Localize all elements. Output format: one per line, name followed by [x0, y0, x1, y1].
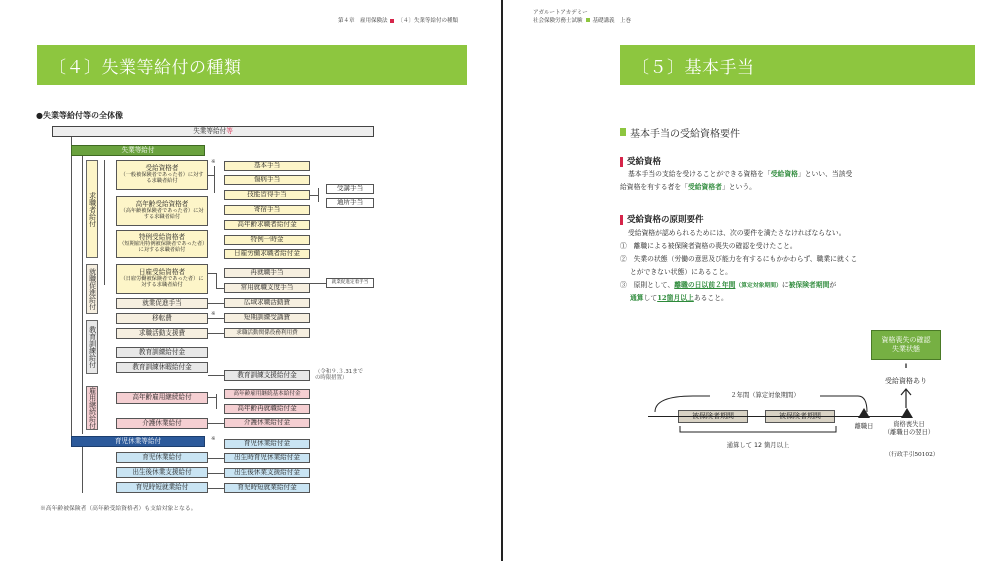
connector-line — [310, 283, 326, 284]
connector-line — [104, 160, 105, 285]
separator-square-icon — [390, 19, 394, 23]
sokushin-teichaku-box — [326, 278, 374, 288]
shobyo-label: 傷病手当 — [253, 175, 281, 184]
kyoiku-kyufu-box — [116, 347, 208, 358]
footnote: ※高年齢被保険者（高年齢受給資格者）も支給対象となる。 — [40, 506, 197, 512]
group-kyoiku-label: 教育訓練給付 — [88, 326, 97, 368]
koureisha-box — [116, 196, 208, 226]
right-page — [503, 0, 1000, 561]
koureisha-title: 高年齢受給資格者 — [135, 200, 189, 209]
ippan-box — [116, 160, 208, 190]
koureisha-kyushoku-label: 高年齢求職者給付金 — [237, 220, 297, 229]
kihon-box — [224, 161, 310, 171]
hiyatoi-title: 日雇受給資格者 — [138, 268, 186, 277]
ikuji-kyugyo-label: 育児休業給付 — [142, 452, 182, 461]
kourei-keizoku-label: 高年齢雇用継続給付 — [132, 393, 192, 402]
kyoiku-kyugyo-label: 教育訓練休暇給付金 — [132, 362, 192, 371]
shikaku-ari-label: 受給資格あり — [885, 377, 927, 385]
sokushin-teichaku-label: 就業促進定着手当 — [331, 280, 369, 286]
para2: 受給資格が認められるためには、次の要件を満たさなければならない。 — [628, 229, 846, 237]
connector-line — [208, 375, 224, 376]
koureisha-sub: （高年齢被保険者であった者）に対する求職者給付 — [120, 207, 204, 220]
hiyatoi-sub: （日雇労働被保険者であった者）に対する求職者給付 — [120, 275, 204, 288]
connector-line — [208, 488, 224, 489]
connector-line — [208, 318, 224, 319]
hiyatoi-box — [116, 264, 208, 294]
connector-line — [216, 288, 224, 289]
koureisha-kyushoku-box — [224, 220, 310, 230]
kouiki-label: 広域求職活動費 — [243, 298, 291, 307]
running-head-line2b: 基礎講義 上巻 — [592, 17, 632, 24]
para1-b: 受給資格 — [770, 170, 798, 178]
tsusan-brace — [678, 424, 838, 436]
banner-title: 〔５〕基本手当 — [632, 58, 755, 78]
item3-h: して — [643, 293, 658, 302]
soushitsu-label: 資格喪失日 （離職日の翌日） — [883, 421, 935, 437]
banner-title: 〔４〕失業等給付の種類 — [49, 58, 242, 78]
kyoiku-note: （令和９.３.31まで の時限措置） — [315, 369, 364, 382]
shitsugyo-box — [71, 145, 205, 156]
kyoiku-shien-box — [224, 370, 310, 381]
group-shushoku-label: 就職促進給付 — [88, 268, 97, 310]
ippan-title: 受給資格者 — [145, 164, 179, 173]
tsusho-label: 通所手当 — [336, 198, 364, 207]
tanki-label: 短期訓練受講費 — [243, 313, 291, 322]
kyoiku-kyufu-label: 教育訓練給付金 — [138, 347, 186, 356]
saishushoku-box — [224, 268, 310, 278]
item2-a: ② 失業の状態（労働の意思及び能力を有するにもかかわらず、職業に就くこ — [620, 254, 858, 263]
rishoku-marker-icon — [858, 408, 870, 418]
item2-b: とができない状態）にあること。 — [630, 267, 732, 276]
ippan-sub: （一般被保険者であった者）に対する求職者給付 — [120, 171, 204, 184]
kourei-saishu-label: 高年齢再就職給付金 — [237, 404, 297, 413]
separator-square-icon — [586, 18, 590, 22]
subhead-text: 基本手当の受給資格要件 — [630, 129, 740, 140]
connector-line — [208, 458, 224, 459]
running-head-section: 〔４〕失業等給付の種類 — [397, 18, 458, 24]
para1-c: 」といい、当該受 — [797, 170, 853, 178]
iten-label: 移転費 — [152, 313, 172, 322]
item3-j: あること。 — [693, 293, 728, 302]
kyushoku-katsudo-label: 求職活動支援費 — [138, 328, 186, 337]
subhead-marker — [620, 128, 626, 136]
connector-line — [216, 394, 217, 409]
kourei-keizoku-box — [116, 392, 208, 404]
connector-line — [208, 333, 224, 334]
item3-a: ③ 原則として、 — [620, 280, 675, 289]
kaigo-box — [116, 418, 208, 429]
section-banner — [37, 45, 467, 85]
connector-line — [318, 188, 319, 202]
ikuji-title-label: 育児休業等給付 — [114, 436, 162, 445]
kourei-kihon-box — [224, 389, 310, 399]
tanki-box — [224, 313, 310, 323]
subhead — [620, 125, 970, 138]
group-kyoiku — [86, 320, 98, 374]
connector-line — [208, 273, 216, 274]
kyoiku-shien-label: 教育訓練支援給付金 — [237, 370, 297, 379]
ikuji-jitan-kin-label: 育児時短就業給付金 — [237, 483, 297, 492]
kakunin-box: 資格喪失の確認 失業状態 — [871, 330, 941, 360]
kishuku-label: 寄宿手当 — [253, 205, 281, 214]
tokurei-box — [116, 230, 208, 258]
group-kyushokusha-label: 求職者給付 — [88, 191, 97, 227]
connector-line — [310, 195, 318, 196]
connector-line — [208, 303, 224, 304]
kihon-label: 基本手当 — [253, 161, 281, 170]
heading-gensoku-text: 受給資格の原則要件 — [627, 215, 704, 225]
para1-e: 受給資格者 — [687, 182, 722, 191]
connector-line — [82, 447, 83, 493]
connector-line — [214, 166, 215, 193]
running-head-chapter: 第４章 雇用保険法 — [337, 18, 388, 24]
soushitsu-marker-icon — [901, 408, 913, 418]
kaigo-kin-box — [224, 418, 310, 428]
shugyo-sokushin-label: 就業促進手当 — [142, 298, 182, 307]
kyoiku-kyugyo-box — [116, 362, 208, 373]
kaigo-kin-label: 介護休業給付金 — [243, 418, 291, 427]
group-kyushokusha — [86, 160, 98, 258]
heading-shikaku — [620, 155, 661, 167]
tokurei-title: 特例受給資格者 — [138, 233, 186, 242]
item3-d: に — [781, 280, 789, 289]
ikuji-jitan-box — [116, 482, 208, 493]
running-head-line1: アガルートアカデミー — [533, 10, 588, 16]
ikuji-kyugyo-box — [116, 452, 208, 463]
connector-line — [208, 473, 224, 474]
item3-c: （算定対象期間） — [735, 282, 782, 289]
jukou-label: 受講手当 — [336, 184, 364, 193]
joyo-box — [224, 283, 310, 293]
hiyatoi-kyushoku-box — [224, 249, 310, 259]
shusseiji-label: 出生時育児休業給付金 — [234, 453, 300, 462]
tokurei-sub: （短期雇用特例被保険者であった者）に対する求職者給付 — [119, 240, 205, 253]
kouiki-box — [224, 298, 310, 308]
jukou-box — [326, 184, 374, 194]
root-box — [52, 126, 374, 137]
group-koyo — [86, 386, 98, 430]
joyo-label: 常用就職支度手当 — [240, 283, 294, 292]
hiyatoi-kyushoku-label: 日雇労働求職者給付金 — [234, 249, 300, 258]
kishuku-box — [224, 205, 310, 215]
tokurei-ichiji-label: 特例一時金 — [250, 235, 284, 244]
kankei-box — [224, 328, 310, 338]
running-head-left — [338, 16, 458, 24]
kankei-label: 求職活動関係役務利用費 — [236, 329, 298, 336]
item3-g: 通算 — [630, 293, 644, 302]
root-suffix: 等 — [226, 126, 233, 135]
paragraph-gensoku — [620, 227, 985, 305]
rishoku-label: 離職日 — [854, 423, 874, 430]
para1-a: 基本手当の支給を受けることができる資格を「 — [628, 170, 771, 178]
tsusho-box — [326, 198, 374, 208]
paragraph-shikaku — [620, 168, 980, 194]
ikuji-kin-label: 育児休業給付金 — [243, 439, 291, 448]
section-heading-text: ●失業等給付等の全体像 — [36, 111, 123, 120]
item3-f: が — [829, 280, 837, 289]
gino-label: 技能習得手当 — [247, 190, 287, 199]
shussei-go-box — [116, 467, 208, 478]
shugyo-sokushin-box — [116, 298, 208, 309]
heading-marker — [620, 157, 623, 167]
para1-f: 」という。 — [721, 182, 756, 191]
running-head-right — [533, 10, 631, 25]
item3-e: 被保険者期間 — [788, 280, 830, 289]
section-heading — [36, 110, 123, 121]
kourei-saishu-box — [224, 404, 310, 414]
tokurei-ichiji-box — [224, 235, 310, 245]
connector-line — [71, 137, 72, 447]
connector-line — [82, 156, 83, 434]
asterisk-mark: ※ — [211, 436, 216, 442]
para1-d: 給資格を有する者を「 — [620, 182, 688, 191]
period-label: ２年間（算定対象期間） — [710, 390, 820, 399]
asterisk-mark: ※ — [211, 311, 216, 317]
running-head-line2a: 社会保険労務士試験 — [533, 17, 583, 24]
heading-gensoku — [620, 213, 704, 225]
ikuji-jitan-kin-box — [224, 483, 310, 493]
reference-note: （行政手引50102） — [885, 452, 939, 458]
item3-b: 離職の日以前２年間 — [674, 280, 736, 289]
heading-marker — [620, 215, 623, 225]
item3-i: 12箇月以上 — [657, 293, 694, 302]
root-label: 失業等給付 — [193, 126, 227, 135]
up-arrow-icon — [893, 386, 919, 410]
shusseiji-box — [224, 453, 310, 463]
kaigo-label: 介護休業給付 — [142, 418, 182, 427]
kourei-kihon-label: 高年齢雇用継続基本給付金 — [233, 390, 301, 397]
ikuji-kin-box — [224, 439, 310, 449]
group-koyo-label: 雇用継続給付 — [88, 387, 97, 429]
connector-line — [208, 423, 224, 424]
shobyo-box — [224, 175, 310, 185]
connector-line — [216, 273, 217, 288]
saishushoku-label: 再就職手当 — [250, 268, 284, 277]
heading-shikaku-text: 受給資格 — [627, 157, 662, 167]
shussei-go-kin-box — [224, 468, 310, 478]
asterisk-mark: ※ — [211, 159, 216, 165]
kyushoku-katsudo-box — [116, 328, 208, 339]
section-banner — [620, 45, 975, 85]
connector-line — [208, 397, 216, 398]
gino-box — [224, 190, 310, 200]
shitsugyo-label: 失業等給付 — [121, 145, 155, 154]
ikuji-jitan-label: 育児時短就業給付 — [135, 482, 189, 491]
ikuji-title-box — [71, 436, 205, 447]
group-shushoku — [86, 264, 98, 314]
iten-box — [116, 313, 208, 324]
tsusan-label: 通算して 12 箇月以上 — [726, 442, 790, 449]
equivalent-mark: Ⅱ — [904, 363, 908, 370]
shussei-go-label: 出生後休業支援給付 — [132, 467, 192, 476]
item1: ① 離職による被保険者資格の喪失の確認を受けたこと。 — [620, 241, 797, 250]
shussei-go-kin-label: 出生後休業支援給付金 — [234, 468, 300, 477]
